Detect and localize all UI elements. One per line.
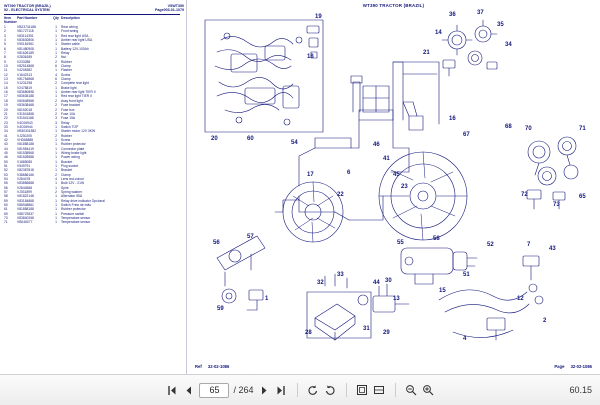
cell-description: Starter motor 12V 3KW (61, 129, 96, 134)
callout-number: 7 (527, 242, 531, 248)
toolbar-divider-1 (297, 383, 298, 397)
callout-number: 52 (487, 242, 494, 248)
cell-part-number: V88723537 (17, 211, 34, 216)
cell-description: Pressure switch (61, 211, 85, 216)
callout-number: 22 (337, 192, 344, 198)
cell-qty: 2 (55, 59, 57, 64)
cell-description: Lens red-colour (61, 177, 84, 181)
cell-qty: 1 (55, 94, 57, 99)
page-header (4, 4, 184, 13)
parts-table-headers (4, 16, 184, 24)
cell-item: 58 (4, 194, 8, 199)
cell-qty: 1 (55, 168, 57, 173)
callout-number: 33 (337, 272, 344, 278)
cell-part-number: V83680898 (17, 90, 34, 95)
cell-description: Fuse 15A (61, 116, 76, 121)
callout-number: 41 (383, 156, 390, 162)
callout-number: 57 (247, 234, 254, 240)
callout-number: 55 (397, 240, 404, 246)
cell-item: 43 (4, 142, 8, 147)
cell-qty: 1 (55, 207, 57, 212)
next-page-icon[interactable] (258, 384, 271, 397)
cell-description: Relay (61, 51, 70, 56)
page-code: Page003-01-1079 (155, 8, 184, 13)
cell-qty: 1 (55, 124, 57, 129)
cell-qty: 1 (55, 137, 57, 142)
cell-item: 51 (4, 163, 8, 168)
cell-part-number: V82514868 (17, 64, 34, 69)
cell-qty: 1 (55, 203, 57, 208)
cell-part-number: V549791 (17, 163, 31, 168)
footer-ref-value: 32-02-1086 (207, 364, 230, 369)
cell-qty: 2 (55, 172, 57, 177)
callout-number: 67 (463, 132, 470, 138)
cell-qty: 1 (55, 33, 57, 38)
cell-qty: 6 (55, 77, 57, 82)
zoom-group (405, 384, 435, 397)
cell-description: Brake light (61, 85, 77, 90)
cell-part-number: V31541868 (17, 111, 34, 116)
callout-number: 36 (449, 12, 456, 18)
cell-part-number: V81858188 (17, 207, 34, 212)
cell-qty: 4 (55, 177, 57, 181)
cell-part-number: V83638468 (17, 103, 34, 108)
page-total-label: / 264 (233, 385, 254, 395)
cell-description: Front wiring (61, 29, 79, 34)
cell-part-number: V4206382 (17, 68, 33, 73)
callout-number: 46 (373, 142, 380, 148)
cell-item: 55 (4, 181, 8, 186)
cell-part-number: VJ230205 (17, 133, 32, 138)
cell-qty: 2 (55, 81, 57, 86)
footer-page-value: 32-02-1086 (570, 364, 592, 369)
cell-qty: 2 (55, 190, 57, 195)
cell-part-number: V81626189 (17, 51, 34, 56)
cell-item: 41 (4, 133, 8, 138)
cell-item: 45 (4, 150, 8, 155)
cell-part-number: V86948861 (17, 203, 34, 208)
section-title: 92 - ELECTRICAL SYSTEM (4, 8, 50, 13)
cell-item: 59 (4, 198, 8, 203)
cell-qty: 1 (55, 211, 57, 216)
cell-item: 10 (4, 64, 8, 69)
cell-description: Amber rear light TIER II (61, 90, 96, 95)
zoom-in-icon[interactable] (422, 384, 435, 397)
cell-item: 61 (4, 207, 8, 212)
callout-number: 44 (373, 280, 380, 286)
cell-item: 53 (4, 172, 8, 177)
cell-description: Amber rear light USA (61, 38, 93, 42)
cell-qty: 2 (55, 111, 57, 116)
cell-description: Screw (61, 72, 71, 77)
cell-item: 4 (4, 38, 6, 42)
cell-part-number: V4C06943 (17, 120, 33, 125)
cell-item: 69 (4, 211, 8, 216)
cell-part-number: VHD68885 (17, 137, 34, 142)
cell-part-number: V284478 (17, 177, 31, 181)
cell-part-number: V2844568 (17, 185, 33, 190)
cell-qty: 3 (55, 120, 57, 125)
cell-part-number: V81754868 (17, 77, 34, 82)
cell-item: 21 (4, 111, 8, 116)
cell-part-number: V82387818 (17, 168, 34, 173)
callout-number: 73 (553, 202, 560, 208)
cell-description: Alternator 55A (61, 194, 83, 199)
cell-part-number: V233288 (17, 59, 31, 64)
cell-description: Relay drive indicator Opcional (61, 198, 105, 203)
callout-number: 35 (497, 22, 504, 28)
callout-number: 60 (247, 136, 254, 142)
cell-item: 14 (4, 81, 8, 86)
cell-qty: 1 (55, 29, 57, 34)
cell-item: 50 (4, 159, 8, 164)
illustration-drawing (187, 0, 600, 374)
callout-number: 16 (449, 116, 456, 122)
callout-number: 59 (217, 306, 224, 312)
cell-qty: 4 (55, 72, 57, 77)
cell-description: Red rear light TIER II (61, 94, 92, 99)
cell-description: Switch TOP (61, 124, 79, 129)
cell-description: Plug socket (61, 163, 79, 168)
cell-description: Clamp (61, 77, 71, 82)
col-header-item: Item Number (4, 15, 17, 24)
cell-part-number: V81727118 (17, 29, 34, 34)
cell-description: Spring washer (61, 190, 83, 195)
cell-description: Power wiring (61, 155, 80, 160)
cell-description: Flasher (61, 68, 72, 73)
cell-qty: 1 (55, 38, 57, 42)
cell-part-number: V38686166 (17, 172, 34, 177)
cell-part-number: V83114391 (17, 33, 34, 38)
cell-part-number: V4C06944 (17, 124, 33, 129)
cell-item: 54 (4, 177, 8, 181)
callout-number: 21 (423, 50, 430, 56)
cell-description: Rubber protector (61, 207, 86, 212)
cell-description: Starter cable (61, 42, 80, 47)
callout-number: 1 (265, 296, 269, 302)
cell-qty: 1 (55, 68, 57, 73)
cell-description: Bulb 12V - 21W (61, 181, 85, 186)
cell-qty: 2 (55, 55, 57, 60)
cell-qty: 2 (55, 107, 57, 112)
cell-qty: 1 (55, 216, 57, 221)
callout-number: 56 (213, 240, 220, 246)
cell-description: Spire (61, 185, 69, 190)
cell-description: Switch Freio de mão (61, 203, 92, 208)
page-navigation-group (165, 383, 287, 398)
callout-number: 4 (463, 336, 467, 342)
toolbar-divider-3 (395, 383, 396, 397)
cell-part-number: VB23741188 (17, 24, 36, 29)
cell-description: Bracket (61, 168, 73, 173)
cell-qty: 1 (55, 90, 57, 95)
col-header-part: Part Number (17, 15, 38, 20)
cell-qty: 1 (55, 194, 57, 199)
callout-number: 54 (291, 140, 298, 146)
cell-item: 42 (4, 137, 8, 142)
cell-item: 15 (4, 85, 8, 90)
cell-qty: 1 (55, 150, 57, 155)
cell-description: Rubber (61, 133, 72, 138)
callout-number: 15 (439, 288, 446, 294)
illustration-title: WT390 TRACTOR (BRAZIL) (362, 3, 425, 8)
cell-qty: 6 (55, 64, 57, 69)
cell-qty: 1 (55, 185, 57, 190)
header-divider (4, 14, 180, 15)
callout-number: 58 (433, 236, 440, 242)
cell-part-number: V83856888 (17, 181, 34, 186)
cell-item: 16 (4, 90, 8, 95)
cell-qty: 3 (55, 116, 57, 121)
cell-item: 22 (4, 116, 8, 121)
cell-item: 7 (4, 51, 6, 56)
cell-item: 44 (4, 146, 8, 151)
cell-item: 5 (4, 42, 6, 47)
cell-qty: 1 (55, 51, 57, 56)
cell-description: Clamp (61, 172, 71, 177)
cell-item: 23 (4, 120, 8, 125)
cell-item: 34 (4, 129, 8, 134)
cell-item: 56 (4, 185, 8, 190)
footer-page-label: Page (554, 364, 565, 369)
cell-part-number: V2836189 (17, 55, 33, 60)
callout-number: 20 (211, 136, 218, 142)
document-code: VSWT390 (167, 4, 184, 8)
callout-number: 72 (521, 192, 528, 198)
callout-number: 37 (477, 10, 484, 16)
cell-description: Bracket (61, 159, 73, 164)
cell-part-number: V1231298 (17, 81, 33, 86)
cell-description: Battery 12V-100Ah (61, 46, 89, 51)
footer-page (554, 364, 592, 369)
cell-description: Temperature sensor (61, 220, 91, 225)
callout-number: 18 (307, 54, 314, 60)
cell-qty: 1 (55, 46, 57, 51)
cell-part-number: VB30331552 (17, 129, 37, 134)
cell-part-number: VB046077 (17, 220, 33, 225)
cell-item: 70 (4, 216, 8, 221)
callout-number: 14 (435, 30, 442, 36)
current-page-input[interactable]: 65 (199, 383, 229, 398)
cell-description: Wiring brake light (61, 150, 87, 155)
col-header-description: Description (61, 15, 80, 20)
cell-item: 46 (4, 155, 8, 160)
first-page-icon[interactable] (165, 384, 178, 397)
cell-description: Assy front light (61, 98, 83, 103)
cell-item: 52 (4, 168, 8, 173)
cell-item: 8 (4, 55, 6, 60)
callout-number: 23 (401, 184, 408, 190)
cell-description: Rear wiring (61, 24, 78, 29)
cell-qty: 1 (55, 155, 57, 160)
cell-item: 12 (4, 72, 8, 77)
zoom-out-icon[interactable] (405, 384, 418, 397)
callout-number: 34 (505, 42, 512, 48)
cell-item: 18 (4, 98, 8, 103)
cell-part-number: V81954419 (17, 146, 34, 151)
cell-part-number: V81528988 (17, 155, 34, 160)
callout-number: 13 (393, 296, 400, 302)
col-header-qty: Qty (53, 15, 59, 20)
callout-number: 45 (393, 172, 400, 178)
rotate-right-icon[interactable] (324, 384, 337, 397)
cell-description: Relay (61, 120, 70, 125)
cell-part-number: V60648968 (17, 98, 34, 103)
cell-part-number: V81480908 (17, 46, 34, 51)
cell-qty: 1 (55, 146, 57, 151)
cell-qty: 1 (55, 142, 57, 147)
rotate-group (307, 384, 337, 397)
callout-number: 12 (517, 296, 524, 302)
toolbar-divider-2 (346, 383, 347, 397)
cell-description: Complete rear light (61, 81, 89, 86)
callout-number: 17 (307, 172, 314, 178)
cell-item: 1 (4, 24, 6, 29)
cell-description: Fuse box (61, 107, 75, 112)
cell-part-number: V8152018 (17, 107, 33, 112)
document-title: WT390 TRACTOR (BRAZIL) (4, 4, 51, 8)
cell-description: Fuse 10A (61, 111, 76, 116)
callout-number: 28 (305, 330, 312, 336)
callout-number: 51 (463, 272, 470, 278)
cell-part-number: V83630806 (17, 38, 34, 42)
callout-number: 43 (549, 246, 556, 252)
cell-item: 3 (4, 33, 6, 38)
cell-qty: 1 (55, 220, 57, 225)
cell-description: Nut (61, 55, 67, 60)
cell-description: Connector plate (61, 146, 85, 151)
callout-number: 32 (317, 280, 324, 286)
illustration-column (186, 0, 600, 374)
fit-page-icon[interactable] (356, 384, 369, 397)
cell-part-number: V81858188 (17, 142, 34, 147)
cell-qty: 1 (55, 42, 57, 47)
cell-item: 19 (4, 103, 8, 108)
viewer-toolbar (0, 374, 600, 405)
cell-qty: 1 (55, 181, 57, 186)
callout-number: 71 (579, 126, 586, 132)
cell-item: 17 (4, 94, 8, 99)
cell-part-number: V83184868 (17, 198, 34, 203)
callout-number: 2 (543, 318, 547, 324)
footer-reference (195, 364, 229, 369)
zoom-level-label: 60.15 (569, 385, 592, 395)
cell-part-number: VJ031899 (17, 190, 32, 195)
cell-qty: 2 (55, 98, 57, 103)
cell-item: 33 (4, 124, 8, 129)
cell-item: 57 (4, 190, 8, 195)
cell-description: Clamp (61, 64, 71, 69)
callout-number: 6 (347, 170, 351, 176)
footer-ref-label: Ref (195, 364, 202, 369)
cell-qty: 2 (55, 133, 57, 138)
cell-part-number: V83840268 (17, 216, 34, 221)
cell-item: 6 (4, 46, 6, 51)
callout-number: 29 (383, 330, 390, 336)
cell-item: 9 (4, 59, 6, 64)
cell-description: Rubber protector (61, 142, 86, 147)
callout-number: 30 (385, 278, 392, 284)
cell-item: 60 (4, 203, 8, 208)
callout-number: 68 (505, 124, 512, 130)
cell-description: Temperature sensor (61, 216, 91, 221)
cell-qty: 1 (55, 24, 57, 29)
cell-description: Rubber (61, 59, 72, 64)
cell-qty: 2 (55, 103, 57, 108)
previous-page-icon[interactable] (182, 384, 195, 397)
cell-item: 71 (4, 220, 8, 225)
cell-description: Fuse bracket (61, 103, 81, 108)
cell-item: 13 (4, 77, 8, 82)
cell-part-number: V83635188 (17, 94, 34, 99)
cell-description: Red rear light USA (61, 33, 89, 38)
cell-item: 2 (4, 29, 6, 34)
cell-part-number: V2478819 (17, 85, 33, 90)
cell-qty: 1 (55, 159, 57, 164)
rotate-left-icon[interactable] (307, 384, 320, 397)
cell-description: Screw (61, 137, 71, 142)
cell-qty: 1 (55, 85, 57, 90)
cell-qty: 1 (55, 129, 57, 134)
parts-list-column (0, 0, 186, 374)
cell-part-number: V31541188 (17, 116, 34, 121)
cell-part-number: V1685085 (17, 159, 33, 164)
callout-number: 65 (579, 194, 586, 200)
callout-number: 19 (315, 14, 322, 20)
callout-number: 70 (525, 126, 532, 132)
last-page-icon[interactable] (275, 384, 288, 397)
cell-item: 11 (4, 68, 8, 73)
table-row (4, 220, 184, 224)
parts-table-body (4, 25, 184, 225)
cell-qty: 1 (55, 198, 57, 203)
callout-number: 31 (363, 326, 370, 332)
fit-width-icon[interactable] (373, 384, 386, 397)
cell-qty: 1 (55, 163, 57, 168)
cell-part-number: V81538968 (17, 150, 34, 155)
cell-item: 20 (4, 107, 8, 112)
cell-part-number: V1642313 (17, 72, 33, 77)
cell-part-number: V81822148 (17, 194, 34, 199)
cell-part-number: V90181961 (17, 42, 34, 47)
fit-group (356, 384, 386, 397)
